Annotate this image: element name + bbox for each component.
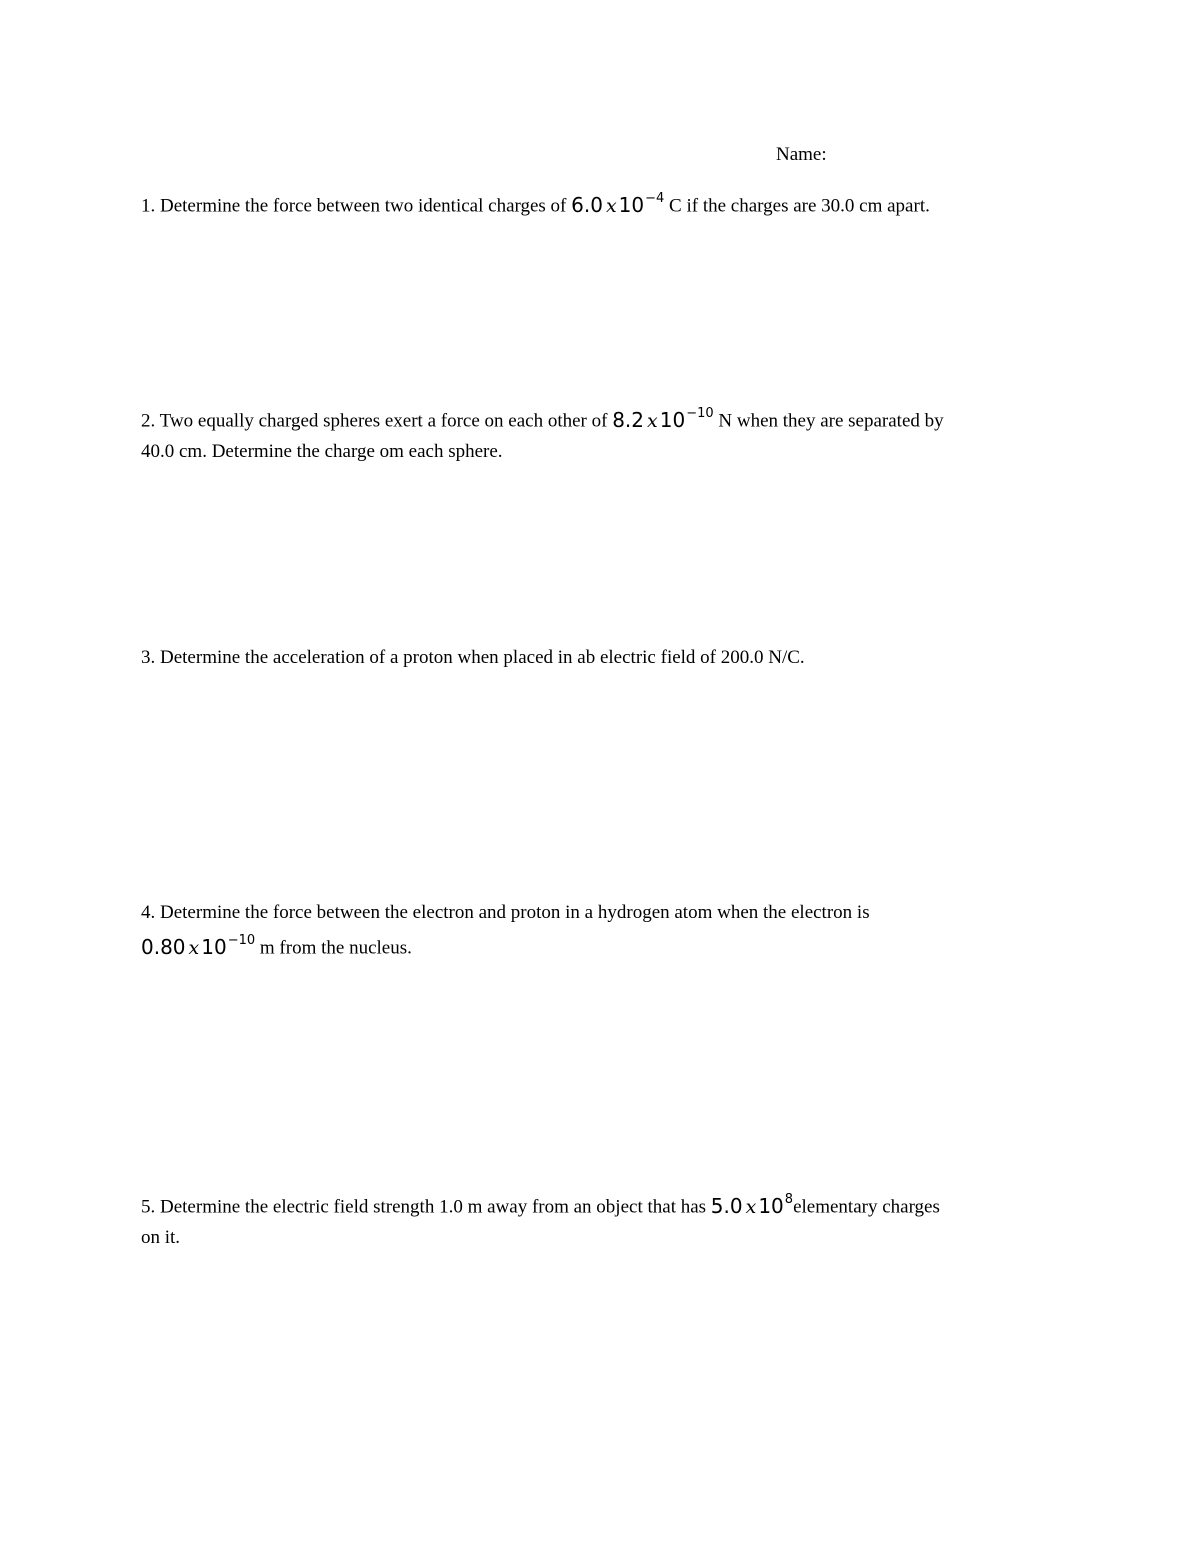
question-4-line-1 <box>141 898 1051 928</box>
question-1-line-1 <box>141 186 1051 222</box>
name-label: Name: <box>776 144 827 165</box>
question-3 <box>141 643 1051 673</box>
question-text: N when they are separated by <box>718 410 944 432</box>
question-text: Determine the electric field strength 1.0 m away from an object that has <box>160 1196 707 1218</box>
question-5 <box>141 1187 1051 1253</box>
question-number: 4. <box>141 902 156 923</box>
question-4 <box>141 898 1051 964</box>
question-2-line-1 <box>141 401 1051 437</box>
question-5-line-2: on it. <box>141 1226 181 1248</box>
question-text: Two equally charged spheres exert a force on each other of <box>159 410 608 432</box>
question-2-line-2: 40.0 cm. Determine the charge om each sphere. <box>141 440 503 462</box>
question-text: Determine the force between two identical charges of <box>160 195 567 217</box>
scientific-notation: 5.0 x $10^8$ <box>710 1192 794 1218</box>
question-number: 2. <box>141 410 156 432</box>
question-2 <box>141 401 1051 467</box>
question-text: elementary charges <box>793 1196 940 1218</box>
question-text: Determine the force between the electron and proton in a hydrogen atom when the electron is <box>160 902 870 923</box>
question-text: m from the nucleus. <box>259 937 412 959</box>
question-number: 1. <box>141 195 156 217</box>
scientific-notation: 8.2 x $10^{-10}$ <box>612 406 714 432</box>
question-4-line-2 <box>141 928 1051 964</box>
question-5-line-1 <box>141 1187 1051 1223</box>
question-3-line-1 <box>141 643 1051 673</box>
question-text: C if the charges are 30.0 cm apart. <box>669 195 930 217</box>
question-1 <box>141 186 1051 222</box>
question-text: Determine the acceleration of a proton when placed in ab electric field of 200.0 N/C. <box>160 647 805 668</box>
scientific-notation: 0.80 x $10^{-10}$ <box>141 933 256 959</box>
question-number: 5. <box>141 1196 156 1218</box>
scientific-notation: 6.0 x $10^{-4}$ <box>571 191 665 217</box>
question-number: 3. <box>141 647 156 668</box>
